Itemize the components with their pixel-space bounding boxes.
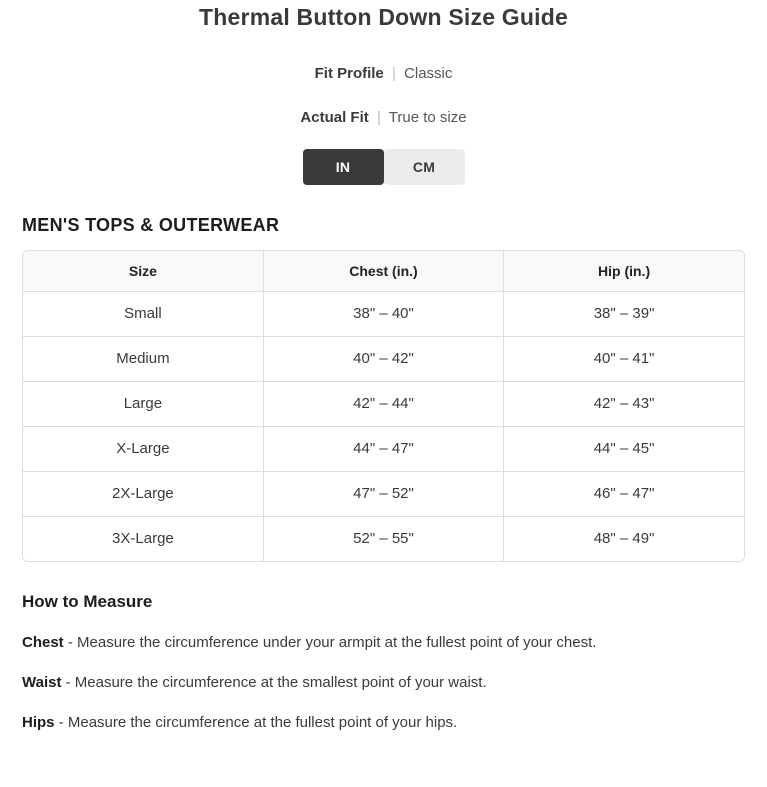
table-row [23, 291, 744, 336]
size-table-container [22, 250, 745, 562]
measure-waist-line [22, 674, 745, 692]
unit-toggle [0, 149, 767, 185]
hip-cell: 46" – 47" [504, 471, 744, 516]
page-title: Thermal Button Down Size Guide [199, 4, 568, 30]
measure-chest-text: - Measure the circumference under your armpit at the fullest point of your chest. [67, 634, 597, 651]
table-row [23, 336, 744, 381]
separator: | [391, 65, 396, 82]
unit-cm-button[interactable]: CM [384, 149, 465, 185]
category-heading: MEN'S TOPS & OUTERWEAR [22, 215, 280, 235]
hip-cell: 48" – 49" [504, 516, 744, 561]
chest-cell: 40" – 42" [263, 336, 503, 381]
chest-cell: 38" – 40" [263, 291, 503, 336]
chest-cell: 44" – 47" [263, 426, 503, 471]
how-to-measure-heading: How to Measure [22, 592, 153, 611]
table-header-row [23, 251, 744, 291]
size-cell: 3X-Large [23, 516, 263, 561]
actual-fit-line [0, 109, 767, 126]
chest-cell: 52" – 55" [263, 516, 503, 561]
hip-cell: 40" – 41" [504, 336, 744, 381]
chest-cell: 47" – 52" [263, 471, 503, 516]
fit-profile-value: Classic [404, 65, 453, 82]
table-row [23, 426, 744, 471]
size-cell: Small [23, 291, 263, 336]
measure-hips-line [22, 714, 745, 732]
size-cell: Medium [23, 336, 263, 381]
size-table-body [23, 291, 744, 561]
size-cell: 2X-Large [23, 471, 263, 516]
hip-cell: 44" – 45" [504, 426, 744, 471]
column-header: Size [23, 251, 263, 291]
size-cell: X-Large [23, 426, 263, 471]
column-header: Hip (in.) [504, 251, 744, 291]
hip-cell: 42" – 43" [504, 381, 744, 426]
chest-cell: 42" – 44" [263, 381, 503, 426]
actual-fit-value: True to size [388, 109, 467, 126]
size-table [23, 251, 744, 561]
hip-cell: 38" – 39" [504, 291, 744, 336]
table-row [23, 516, 744, 561]
unit-in-button[interactable]: IN [303, 149, 384, 185]
measure-chest-term: Chest [22, 634, 64, 651]
fit-profile-label: Fit Profile [314, 65, 384, 82]
measure-waist-text: - Measure the circumference at the smallest point of your waist. [65, 674, 487, 691]
size-cell: Large [23, 381, 263, 426]
measure-hips-text: - Measure the circumference at the fullest point of your hips. [58, 714, 458, 731]
measure-waist-term: Waist [22, 674, 62, 691]
table-row [23, 381, 744, 426]
measure-hips-term: Hips [22, 714, 55, 731]
actual-fit-label: Actual Fit [300, 109, 369, 126]
measure-chest-line [22, 634, 745, 652]
size-table-header [23, 251, 744, 291]
table-row [23, 471, 744, 516]
separator: | [376, 109, 381, 126]
column-header: Chest (in.) [263, 251, 503, 291]
fit-profile-line [0, 65, 767, 82]
